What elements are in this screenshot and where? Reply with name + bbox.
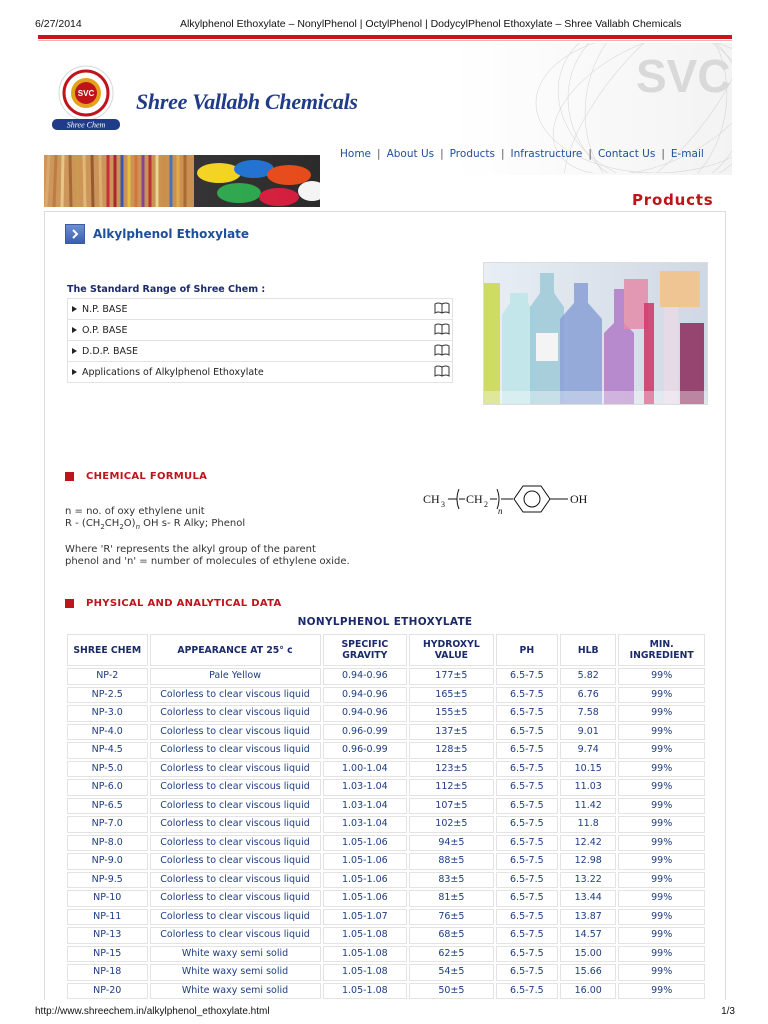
column-header: HLB <box>560 634 616 666</box>
nav-products[interactable]: Products <box>449 148 495 160</box>
svg-text:CH: CH <box>423 492 440 506</box>
brand-name[interactable]: Shree Vallabh Chemicals <box>136 89 358 114</box>
formula-line-3: Where 'R' represents the alkyl group of the parent <box>65 544 316 555</box>
table-cell: 99% <box>618 724 705 741</box>
triangle-bullet-icon <box>72 369 77 375</box>
svg-text:Shree Chem: Shree Chem <box>66 120 106 130</box>
table-cell: 81±5 <box>409 890 494 907</box>
table-cell: 6.5-7.5 <box>496 668 558 685</box>
table-cell: 99% <box>618 927 705 944</box>
table-cell: 76±5 <box>409 909 494 926</box>
table-body <box>67 668 705 999</box>
table-cell: NP-15 <box>67 946 148 963</box>
table-cell: 6.5-7.5 <box>496 761 558 778</box>
table-cell: Colorless to clear viscous liquid <box>150 816 321 833</box>
table-cell: 99% <box>618 890 705 907</box>
table-cell: 6.5-7.5 <box>496 779 558 796</box>
table-cell: 177±5 <box>409 668 494 685</box>
table-cell: 0.94-0.96 <box>323 687 408 704</box>
table-cell: 5.82 <box>560 668 616 685</box>
svc-watermark: SVC <box>636 50 731 102</box>
header-banner-image <box>44 155 320 207</box>
table-row <box>67 927 705 944</box>
table-cell: 1.05-1.08 <box>323 927 408 944</box>
range-item-label[interactable]: Applications of Alkylphenol Ethoxylate <box>82 366 264 378</box>
table-cell: NP-4.0 <box>67 724 148 741</box>
table-cell: 11.03 <box>560 779 616 796</box>
table-cell: NP-11 <box>67 909 148 926</box>
table-row <box>67 705 705 722</box>
table-cell: 12.98 <box>560 853 616 870</box>
table-cell: 6.5-7.5 <box>496 705 558 722</box>
chemical-formula-heading <box>65 468 207 484</box>
triangle-bullet-icon <box>72 306 77 312</box>
table-cell: 68±5 <box>409 927 494 944</box>
table-cell: NP-6.0 <box>67 779 148 796</box>
table-cell: 12.42 <box>560 835 616 852</box>
table-row <box>67 835 705 852</box>
content-panel <box>44 211 726 1000</box>
table-cell: 6.5-7.5 <box>496 946 558 963</box>
top-red-rule <box>38 35 732 39</box>
table-cell: 1.03-1.04 <box>323 798 408 815</box>
svg-text:SVC: SVC <box>77 89 95 98</box>
range-item-ddp-base[interactable] <box>67 341 453 362</box>
table-cell: 10.15 <box>560 761 616 778</box>
table-cell: Colorless to clear viscous liquid <box>150 835 321 852</box>
table-cell: 1.05-1.06 <box>323 890 408 907</box>
table-cell: 6.5-7.5 <box>496 909 558 926</box>
table-cell: 1.00-1.04 <box>323 761 408 778</box>
table-cell: 99% <box>618 779 705 796</box>
table-cell: 6.5-7.5 <box>496 798 558 815</box>
table-cell: Colorless to clear viscous liquid <box>150 853 321 870</box>
table-row <box>67 724 705 741</box>
formula-part: R - (CH <box>65 518 101 529</box>
nav-infrastructure[interactable]: Infrastructure <box>510 148 583 160</box>
table-cell: 16.00 <box>560 983 616 1000</box>
table-cell: 99% <box>618 687 705 704</box>
table-row <box>67 668 705 685</box>
table-row <box>67 964 705 981</box>
table-cell: 99% <box>618 983 705 1000</box>
range-item-label[interactable]: N.P. BASE <box>82 303 128 315</box>
table-cell: 1.05-1.06 <box>323 835 408 852</box>
table-cell: 15.66 <box>560 964 616 981</box>
red-square-bullet-icon <box>65 472 74 481</box>
table-cell: 99% <box>618 964 705 981</box>
table-cell: 6.5-7.5 <box>496 724 558 741</box>
table-row <box>67 946 705 963</box>
table-cell: 99% <box>618 705 705 722</box>
column-header: HYDROXYL VALUE <box>409 634 494 666</box>
nav-about-us[interactable]: About Us <box>386 148 435 160</box>
table-cell: 88±5 <box>409 853 494 870</box>
nav-separator: | <box>440 148 444 160</box>
table-row <box>67 853 705 870</box>
book-icon[interactable] <box>434 323 450 335</box>
book-icon[interactable] <box>434 344 450 356</box>
table-cell: NP-9.5 <box>67 872 148 889</box>
website <box>36 35 732 1000</box>
table-row <box>67 761 705 778</box>
table-cell: 99% <box>618 761 705 778</box>
table-cell: NP-5.0 <box>67 761 148 778</box>
table-cell: 1.03-1.04 <box>323 816 408 833</box>
table-cell: Colorless to clear viscous liquid <box>150 742 321 759</box>
table-cell: 6.76 <box>560 687 616 704</box>
formula-part: O) <box>123 518 136 529</box>
table-cell: 112±5 <box>409 779 494 796</box>
formula-part: CH <box>104 518 120 529</box>
table-cell: Colorless to clear viscous liquid <box>150 705 321 722</box>
table-cell: Colorless to clear viscous liquid <box>150 687 321 704</box>
table-cell: 9.01 <box>560 724 616 741</box>
svc-logo[interactable] <box>48 63 124 133</box>
table-cell: 1.05-1.07 <box>323 909 408 926</box>
column-header: APPEARANCE AT 25° c <box>150 634 321 666</box>
table-cell: 102±5 <box>409 816 494 833</box>
table-cell: NP-10 <box>67 890 148 907</box>
table-cell: 6.5-7.5 <box>496 853 558 870</box>
structural-formula-diagram <box>423 480 633 520</box>
table-cell: 1.05-1.06 <box>323 872 408 889</box>
table-cell: 6.5-7.5 <box>496 964 558 981</box>
table-cell: 13.22 <box>560 872 616 889</box>
table-row <box>67 890 705 907</box>
table-cell: 54±5 <box>409 964 494 981</box>
range-item-label[interactable]: O.P. BASE <box>82 324 128 336</box>
column-header: SPECIFIC GRAVITY <box>323 634 408 666</box>
table-row <box>67 687 705 704</box>
section-title: Alkylphenol Ethoxylate <box>93 227 250 241</box>
table-cell: 1.05-1.08 <box>323 983 408 1000</box>
table-cell: 137±5 <box>409 724 494 741</box>
table-cell: Colorless to clear viscous liquid <box>150 909 321 926</box>
table-cell: 6.5-7.5 <box>496 872 558 889</box>
table-cell: White waxy semi solid <box>150 964 321 981</box>
table-cell: 6.5-7.5 <box>496 835 558 852</box>
table-cell: 0.96-0.99 <box>323 724 408 741</box>
table-cell: 1.05-1.08 <box>323 964 408 981</box>
table-cell: NP-9.0 <box>67 853 148 870</box>
range-list <box>67 298 453 383</box>
table-cell: 11.8 <box>560 816 616 833</box>
table-cell: 6.5-7.5 <box>496 983 558 1000</box>
nav-separator: | <box>501 148 505 160</box>
table-title: NONYLPHENOL ETHOXYLATE <box>297 616 473 628</box>
table-cell: 99% <box>618 798 705 815</box>
table-cell: 107±5 <box>409 798 494 815</box>
table-header-row <box>67 634 705 666</box>
table-cell: 6.5-7.5 <box>496 687 558 704</box>
table-cell: 0.96-0.99 <box>323 742 408 759</box>
table-cell: 165±5 <box>409 687 494 704</box>
table-cell: NP-2.5 <box>67 687 148 704</box>
physical-data-title: PHYSICAL AND ANALYTICAL DATA <box>86 597 282 609</box>
table-cell: NP-2 <box>67 668 148 685</box>
table-cell: 1.05-1.08 <box>323 946 408 963</box>
range-item-applications[interactable] <box>67 362 453 383</box>
table-cell: Colorless to clear viscous liquid <box>150 798 321 815</box>
table-cell: 50±5 <box>409 983 494 1000</box>
chemical-formula-title: CHEMICAL FORMULA <box>86 470 208 482</box>
nav-separator: | <box>377 148 381 160</box>
section-heading <box>65 224 249 244</box>
table-row <box>67 798 705 815</box>
formula-line-2: R - $(CH_2CH_2O)_n$ OH s- R Alky; Phenol <box>65 518 246 531</box>
triangle-bullet-icon <box>72 327 77 333</box>
table-cell: Colorless to clear viscous liquid <box>150 724 321 741</box>
table-cell: NP-6.5 <box>67 798 148 815</box>
column-header: PH <box>496 634 558 666</box>
table-cell: 123±5 <box>409 761 494 778</box>
red-square-bullet-icon <box>65 599 74 608</box>
nav-home[interactable]: Home <box>340 148 372 160</box>
table-cell: 1.05-1.06 <box>323 853 408 870</box>
table-cell: 14.57 <box>560 927 616 944</box>
range-item-op-base[interactable] <box>67 320 453 341</box>
table-cell: 1.03-1.04 <box>323 779 408 796</box>
table-cell: 6.5-7.5 <box>496 890 558 907</box>
print-date: 6/27/2014 <box>35 18 82 30</box>
column-header: MIN. INGREDIENT <box>618 634 705 666</box>
page-heading-products: Products <box>632 191 714 209</box>
print-page-title: Alkylphenol Ethoxylate – NonylPhenol | OctylPhenol | DodycylPhenol Ethoxylate – Shree Vallabh Chemicals <box>180 18 682 30</box>
table-cell: 11.42 <box>560 798 616 815</box>
table-row <box>67 779 705 796</box>
table-cell: NP-3.0 <box>67 705 148 722</box>
print-footer <box>0 1000 768 1024</box>
table-cell: Colorless to clear viscous liquid <box>150 761 321 778</box>
table-cell: 62±5 <box>409 946 494 963</box>
formula-part: OH s- R Alky; Phenol <box>140 518 246 529</box>
svg-text:n: n <box>498 506 503 516</box>
table-cell: 99% <box>618 835 705 852</box>
table-cell: NP-8.0 <box>67 835 148 852</box>
triangle-bullet-icon <box>72 348 77 354</box>
book-icon[interactable] <box>434 302 450 314</box>
table-cell: 6.5-7.5 <box>496 927 558 944</box>
table-cell: 99% <box>618 909 705 926</box>
table-cell: 99% <box>618 742 705 759</box>
table-row <box>67 742 705 759</box>
table-row <box>67 872 705 889</box>
table-cell: NP-13 <box>67 927 148 944</box>
print-page-number: 1/3 <box>721 1006 735 1017</box>
table-cell: 13.44 <box>560 890 616 907</box>
table-cell: Colorless to clear viscous liquid <box>150 779 321 796</box>
table-row <box>67 983 705 1000</box>
table-row <box>67 909 705 926</box>
svg-text:OH: OH <box>570 492 588 506</box>
table-cell: 9.74 <box>560 742 616 759</box>
product-bottles-photo <box>483 262 708 405</box>
table-cell: NP-4.5 <box>67 742 148 759</box>
table-cell: Colorless to clear viscous liquid <box>150 890 321 907</box>
svg-text:3: 3 <box>441 500 445 509</box>
table-cell: 99% <box>618 668 705 685</box>
table-cell: 155±5 <box>409 705 494 722</box>
svg-text:CH: CH <box>466 492 483 506</box>
table-cell: 94±5 <box>409 835 494 852</box>
range-item-np-base[interactable] <box>67 298 453 320</box>
nonylphenol-table <box>65 632 707 1000</box>
table-cell: NP-7.0 <box>67 816 148 833</box>
nav-separator: | <box>588 148 592 160</box>
table-cell: 13.87 <box>560 909 616 926</box>
table-cell: NP-18 <box>67 964 148 981</box>
range-item-label[interactable]: D.D.P. BASE <box>82 345 139 357</box>
book-icon[interactable] <box>434 365 450 377</box>
table-cell: 99% <box>618 946 705 963</box>
table-cell: Pale Yellow <box>150 668 321 685</box>
table-row <box>67 816 705 833</box>
print-header <box>0 0 768 34</box>
table-cell: 83±5 <box>409 872 494 889</box>
table-cell: White waxy semi solid <box>150 946 321 963</box>
table-cell: 6.5-7.5 <box>496 742 558 759</box>
formula-line-4: phenol and 'n' = number of molecules of ethylene oxide. <box>65 556 350 567</box>
table-cell: White waxy semi solid <box>150 983 321 1000</box>
top-thin-rule <box>38 40 732 41</box>
formula-line-1: n = no. of oxy ethylene unit <box>65 506 205 517</box>
table-cell: 0.94-0.96 <box>323 668 408 685</box>
svg-text:2: 2 <box>484 500 488 509</box>
table-cell: 0.94-0.96 <box>323 705 408 722</box>
table-cell: Colorless to clear viscous liquid <box>150 927 321 944</box>
physical-data-heading <box>65 595 282 611</box>
table-cell: 99% <box>618 872 705 889</box>
table-cell: NP-20 <box>67 983 148 1000</box>
table-cell: 15.00 <box>560 946 616 963</box>
main-nav <box>340 148 704 160</box>
column-header: SHREE CHEM <box>67 634 148 666</box>
table-cell: 99% <box>618 853 705 870</box>
table-cell: 99% <box>618 816 705 833</box>
table-cell: 6.5-7.5 <box>496 816 558 833</box>
table-cell: 7.58 <box>560 705 616 722</box>
range-title: The Standard Range of Shree Chem : <box>67 284 266 295</box>
table-cell: 128±5 <box>409 742 494 759</box>
nav-email[interactable]: E-mail <box>670 148 704 160</box>
print-url: http://www.shreechem.in/alkylphenol_ethoxylate.html <box>35 1006 270 1017</box>
table-cell: Colorless to clear viscous liquid <box>150 872 321 889</box>
nav-contact-us[interactable]: Contact Us <box>597 148 656 160</box>
chevron-right-icon <box>65 224 85 244</box>
nav-separator: | <box>661 148 665 160</box>
